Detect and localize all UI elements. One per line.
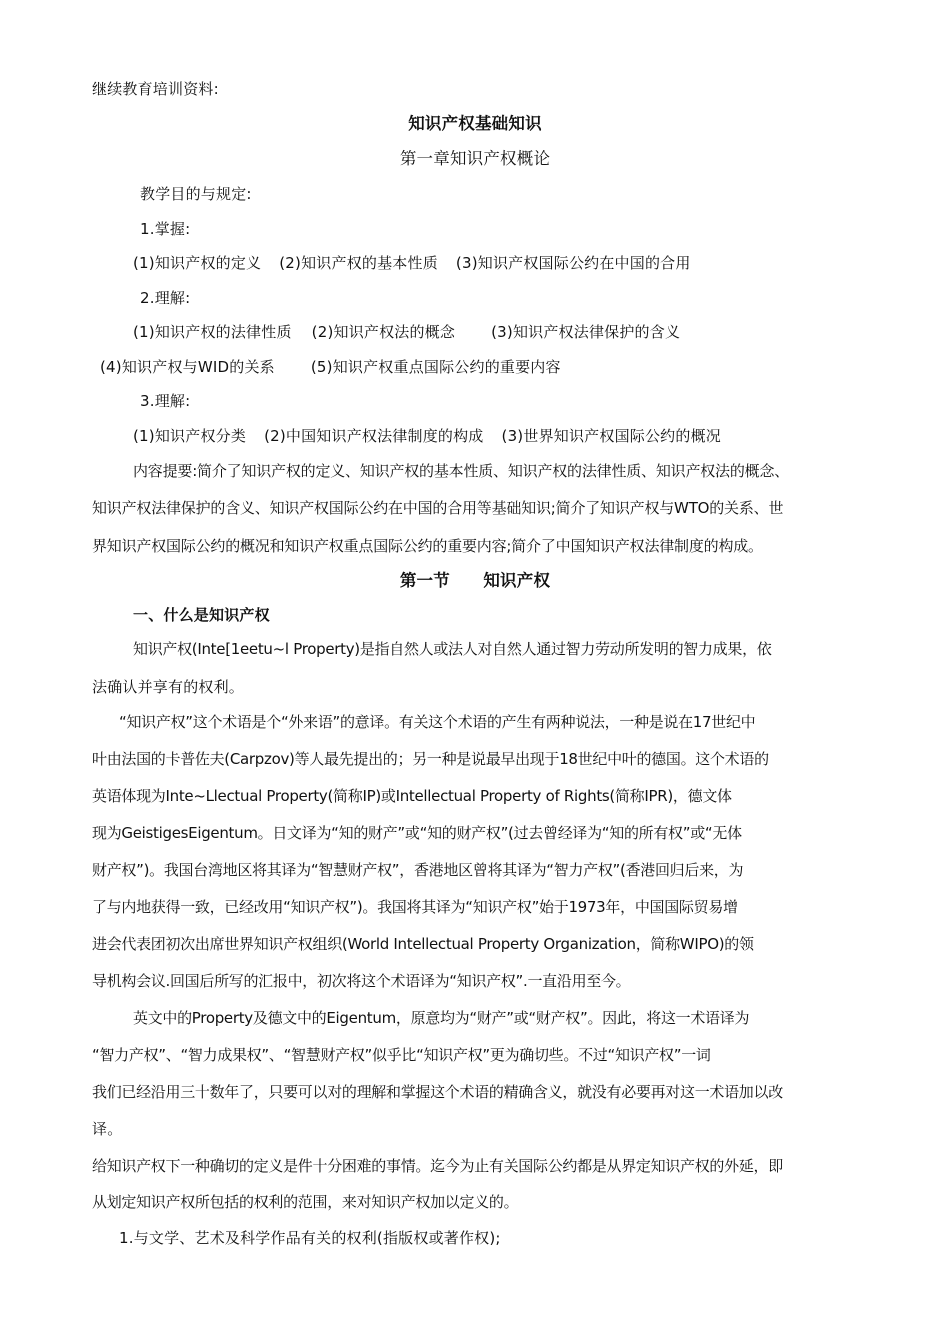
paragraph-line: 知识产权(Inte[1eetu~l Property)是指自然人或法人对自然人通过智力劳动所发明的智力成果，依 [133, 640, 772, 658]
document-title: 知识产权基础知识 [408, 114, 542, 133]
understand-items-row1 [133, 321, 680, 343]
header-label: 继续教育培训资料: [92, 80, 219, 98]
understand-item: (2)知识产权法的概念 [311, 323, 456, 341]
objectives-heading: 教学目的与规定: [140, 185, 252, 203]
paragraph-line: 英语体现为Inte~Llectual Property(简称IP)或Intellectual Property of Rights(简称IPR)，德文体 [92, 787, 732, 805]
summary-line: 内容提要:简介了知识产权的定义、知识产权的基本性质、知识产权的法律性质、知识产权法的概念、 [133, 462, 790, 480]
understand2-item: (3)世界知识产权国际公约的概况 [501, 427, 721, 445]
master-items [133, 252, 691, 274]
master-item: (1)知识产权的定义 [133, 254, 262, 272]
list-item: 1.与文学、艺术及科学作品有关的权利(指版权或著作权); [119, 1229, 501, 1247]
master-item: (3)知识产权国际公约在中国的合用 [455, 254, 691, 272]
summary-line: 知识产权法律保护的含义、知识产权国际公约在中国的合用等基础知识;简介了知识产权与WTO的关系、世 [92, 499, 784, 517]
understand2-item: (1)知识产权分类 [133, 427, 247, 445]
paragraph-line: 叶由法国的卡普佐夫(Carpzov)等人最先提出的；另一种是说最早出现于18世纪中叶的德国。这个术语的 [92, 750, 769, 768]
understand2-items [133, 425, 721, 447]
understand-item: (1)知识产权的法律性质 [133, 323, 292, 341]
paragraph-line: “知识产权”这个术语是个“外来语”的意译。有关这个术语的产生有两种说法，一种是说在17世纪中 [119, 713, 756, 731]
summary-line: 界知识产权国际公约的概况和知识产权重点国际公约的重要内容;简介了中国知识产权法律制度的构成。 [92, 537, 763, 555]
paragraph-line: 英文中的Property及德文中的Eigentum，原意均为“财产”或“财产权”。因此，将这一术语译为 [133, 1009, 750, 1027]
understand2-item: (2)中国知识产权法律制度的构成 [264, 427, 484, 445]
section-subheading: 一、什么是知识产权 [133, 606, 270, 624]
paragraph-line: 财产权”)。我国台湾地区将其译为“智慧财产权”，香港地区曾将其译为“智力产权”(香港回归后来，为 [92, 861, 744, 879]
chapter-title: 第一章知识产权概论 [399, 149, 551, 168]
paragraph-line: 进会代表团初次出席世界知识产权组织(World Intellectual Property Organization，简称WIPO)的领 [92, 935, 754, 953]
paragraph-line: 给知识产权下一种确切的定义是件十分困难的事情。迄今为止有关国际公约都是从界定知识产权的外延，即 [92, 1157, 783, 1175]
master-item: (2)知识产权的基本性质 [279, 254, 438, 272]
understand-item: (3)知识产权法律保护的含义 [491, 323, 681, 341]
understand-item: (5)知识产权重点国际公约的重要内容 [310, 358, 561, 376]
understand2-label: 3.理解: [140, 392, 191, 410]
understand-item: (4)知识产权与WID的关系 [100, 358, 275, 376]
paragraph-line: “智力产权”、“智力成果权”、“智慧财产权”似乎比“知识产权”更为确切些。不过“知识产权”一词 [92, 1046, 711, 1064]
master-label: 1.掌握: [140, 220, 191, 238]
understand-label: 2.理解: [140, 289, 191, 307]
section-title: 第一节 知识产权 [399, 571, 551, 590]
paragraph-line: 了与内地获得一致，已经改用“知识产权”)。我国将其译为“知识产权”始于1973年，中国国际贸易增 [92, 898, 738, 916]
paragraph-line: 法确认并享有的权利。 [92, 678, 245, 696]
paragraph-line: 我们已经沿用三十数年了，只要可以对的理解和掌握这个术语的精确含义，就没有必要再对这一术语加以改 [92, 1083, 783, 1101]
paragraph-line: 现为GeistigesEigentum。日文译为“知的财产”或“知的财产权”(过去曾经译为“知的所有权”或“无体 [92, 824, 742, 842]
paragraph-line: 导机构会议.回国后所写的汇报中，初次将这个术语译为“知识产权”.一直沿用至今。 [92, 972, 631, 990]
understand-items-row2 [100, 356, 561, 378]
paragraph-line: 从划定知识产权所包括的权利的范围，来对知识产权加以定义的。 [92, 1193, 519, 1211]
paragraph-line: 译。 [92, 1120, 123, 1138]
